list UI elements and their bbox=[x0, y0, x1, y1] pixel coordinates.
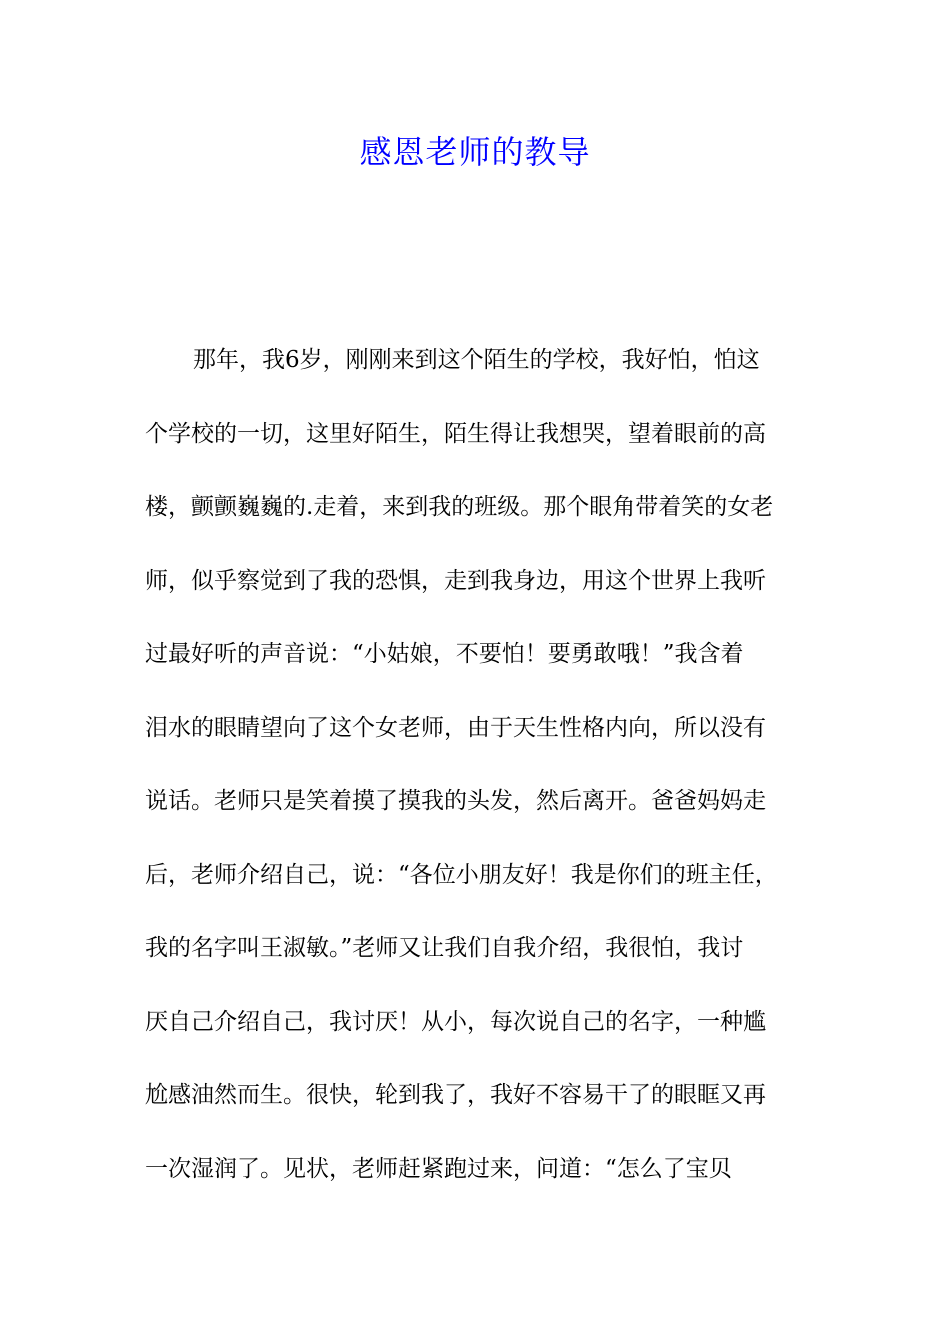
body-line: 说话。老师只是笑着摸了摸我的头发，然后离开。爸爸妈妈走 bbox=[145, 788, 766, 814]
body-line: 泪水的眼睛望向了这个女老师，由于天生性格内向，所以没有 bbox=[145, 714, 766, 741]
body-line: 后，老师介绍自己，说：“各位小朋友好！我是你们的班主任， bbox=[145, 861, 778, 888]
document-title: 感恩老师的教导 bbox=[359, 133, 591, 171]
body-line: 过最好听的声音说：“小姑娘，不要怕！要勇敢哦！”我含着 bbox=[145, 641, 744, 667]
body-line: 师，似乎察觉到了我的恐惧，走到我身边，用这个世界上我听 bbox=[145, 567, 766, 594]
body-line: 我的名字叫王淑敏。”老师又让我们自我介绍，我很怕，我讨 bbox=[145, 935, 744, 961]
body-line: 尬感油然而生。很快，轮到我了，我好不容易干了的眼眶又再 bbox=[145, 1082, 766, 1108]
document-body bbox=[145, 338, 810, 1220]
body-line: 楼，颤颤巍巍的.走着，来到我的班级。那个眼角带着笑的女老 bbox=[145, 494, 774, 520]
body-line: 厌自己介绍自己，我讨厌！从小，每次说自己的名字，一种尴 bbox=[145, 1008, 766, 1035]
body-line: 一次湿润了。见状，老师赶紧跑过来，问道：“怎么了宝贝 bbox=[145, 1155, 732, 1182]
body-line: 那年，我6岁，刚刚来到这个陌生的学校，我好怕，怕这 bbox=[193, 347, 760, 373]
body-line: 个学校的一切，这里好陌生，陌生得让我想哭，望着眼前的高 bbox=[145, 420, 766, 447]
